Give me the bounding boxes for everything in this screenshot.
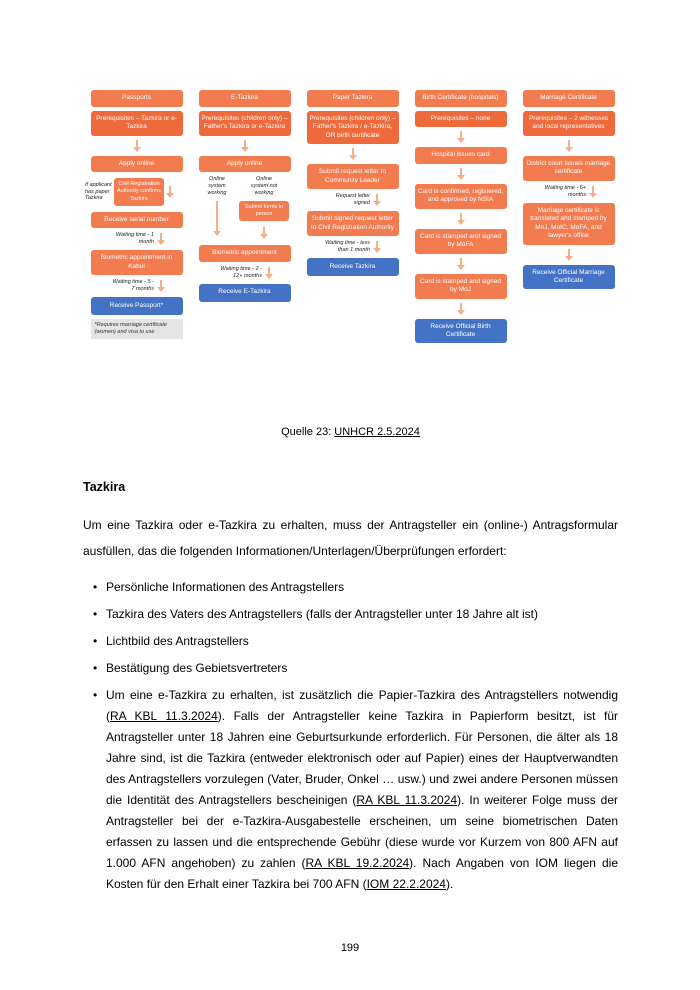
process-box: Civil Registration Authority confirms Tazkira (114, 178, 164, 205)
flow-column-paper-tazkira (301, 88, 404, 278)
process-box: Receive serial number (91, 212, 183, 228)
procedures-flowchart (85, 88, 620, 345)
waiting-time-note: Waiting time - less than 1 month (325, 240, 370, 254)
citation-link[interactable]: RA KBL 11.3.2024 (356, 793, 458, 807)
bullet-text: ). Falls der Antragsteller keine Tazkira in Papierform besitzt, ist für Antragsteller unter 18 Jahren eine Geburtsurkunde erforderlich. Für Personen, die älter als 18 Jahre sind, ist die Tazkira (entweder elektronisch oder auf Papier) eines der Hauptverwandten des Antragstellers vorzulegen (Vater, Bruder, Onkel … usw.) und zwei andere Personen müssen die Identität des Antragstellers bescheinigen ( (106, 709, 618, 807)
intro-paragraph: Um eine Tazkira oder e-Tazkira zu erhalten, muss der Antragsteller ein (online-) Antragsformular ausfüllen, das die folgenden Informationen/Unterlagen/Überprüfungen erfordert: (83, 518, 618, 558)
process-box: Apply online (199, 156, 291, 172)
process-box: Submit signed request letter to Civil Registration Authority (307, 211, 399, 236)
down-arrow-icon (589, 186, 597, 198)
down-arrow-icon (265, 267, 273, 279)
citation-link[interactable]: RA KBL 19.2.2024 (305, 856, 410, 870)
prerequisites-box: Prerequisites – 2 witnesses and local representatives (523, 111, 615, 136)
down-arrow-icon (457, 213, 465, 225)
process-box: Submit forms in person (239, 201, 289, 221)
column-header-box: Birth Certificate (hospitals) (415, 90, 507, 107)
waiting-time-note: Waiting time - 1 month (115, 232, 154, 246)
final-result-box: Receive Official Birth Certificate (415, 319, 507, 344)
down-arrow-icon (457, 131, 465, 143)
prerequisites-box: Prerequisites – none (415, 111, 507, 127)
branch-note: If applicant has paper Tazkira (85, 181, 112, 202)
process-box: Card is stamped and signed by MoJ (415, 274, 507, 299)
down-arrow-icon (565, 249, 573, 261)
bullet-item: • Tazkira des Vaters des Antragstellers (falls der Antragsteller unter 18 Jahre alt ist) (93, 601, 618, 627)
bullet-item-long (93, 685, 618, 895)
page-number: 199 (340, 942, 360, 954)
bullet-item: • Bestätigung des Gebietsvertreters (93, 655, 618, 681)
citation-link[interactable]: RA KBL 11.3.2024 (110, 709, 218, 723)
passport-footnote: *Requires marriage certificate (women) and visa to use (91, 319, 183, 339)
down-arrow-icon (157, 233, 165, 245)
down-arrow-icon (241, 140, 249, 152)
bullet-item: • Persönliche Informationen des Antragstellers (93, 574, 618, 600)
citation-link[interactable]: IOM 22.2.2024 (366, 877, 446, 891)
final-result-box: Receive Passport* (91, 297, 183, 315)
flow-column-marriage-certificate (517, 88, 620, 291)
process-box: Biometric appointment in Kabul (91, 250, 183, 275)
column-header-box: E-Tazkira (199, 90, 291, 107)
down-arrow-icon (373, 241, 381, 253)
prerequisites-box: Prerequisites – Tazkira or e-Tazkira (91, 111, 183, 136)
down-arrow-icon (157, 280, 165, 292)
flow-column-etazkira (193, 88, 296, 304)
down-arrow-icon (565, 140, 573, 152)
final-result-box: Receive Official Marriage Certificate (523, 265, 615, 290)
paper-tazkira-branch (85, 176, 174, 207)
bullet-text: Um eine e-Tazkira zu erhalten, ist zusätzlich die Papier-Tazkira des Antragstellers notwendig ( (106, 688, 618, 723)
prerequisites-box: Prerequisites (children only) – Father's Tazkira / e-Tazkira, OR birth certificate (307, 111, 399, 144)
waiting-time-note: Waiting time - 6+ months (544, 184, 586, 198)
waiting-time-note: Waiting time - 5 - 7 months (112, 279, 154, 293)
down-arrow-icon (457, 258, 465, 270)
requirements-list (83, 574, 618, 895)
process-box: Hospital issues card (415, 147, 507, 163)
bullet-text: ). In weiterer Folge muss der Antragsteller bei der e-Tazkira-Ausgabestelle erscheinen, um seine biometrischen Daten erfassen zu lassen und die entsprechende Gebühr (diese wurde vor Kurzem von 800 AFN auf 1.000 AFN angehoben) zu zahlen ( (106, 793, 619, 870)
down-arrow-icon (133, 140, 141, 152)
process-box: Biometric appointment (199, 245, 291, 261)
bullet-text: ). Nach Angaben von IOM liegen die Kosten für den Erhalt einer Tazkira bei 700 AFN ( (106, 856, 619, 891)
column-header-box: Marriage Certificate (523, 90, 615, 107)
source-prefix: Quelle 23: (281, 426, 335, 438)
flow-column-birth-certificate (409, 88, 512, 345)
prerequisites-box: Prerequisites (children only) – Father's Tazkira or e-Tazkira (199, 111, 291, 136)
final-result-box: Receive Tazkira (307, 258, 399, 276)
etazkira-branch (200, 176, 289, 241)
section-title: Tazkira (83, 480, 126, 494)
final-result-box: Receive E-Tazkira (199, 284, 291, 302)
down-arrow-icon (213, 201, 221, 236)
process-box: Apply online (91, 156, 183, 172)
figure-source (83, 426, 618, 438)
flow-column-passports (85, 88, 188, 339)
online-not-working-note: Online system not working (250, 176, 278, 197)
down-arrow-icon (260, 227, 268, 239)
waiting-time-note: Waiting time - 2 - 12+ months (220, 265, 262, 279)
process-box: Card is confirmed, registered, and approved by NSIA (415, 184, 507, 209)
source-link[interactable]: UNHCR 2.5.2024 (334, 426, 420, 438)
bullet-item: • Lichtbild des Antragstellers (93, 628, 618, 654)
down-arrow-icon (457, 168, 465, 180)
process-box: Card is stamped and signed by MoFA (415, 229, 507, 254)
process-box: Marriage certificate is translated and stamped by MoJ, MoIC, MoFA, and lawyer's office (523, 203, 615, 245)
bullet-text: ). (445, 877, 454, 891)
column-header-box: Passports (91, 90, 183, 107)
page-content (83, 426, 618, 896)
down-arrow-icon (373, 194, 381, 206)
process-box: Submit request letter to Community Leader (307, 164, 399, 189)
column-header-box: Paper Tazkira (307, 90, 399, 107)
down-arrow-icon (166, 186, 174, 198)
down-arrow-icon (457, 303, 465, 315)
down-arrow-icon (349, 148, 357, 160)
request-letter-note: Request letter signed (335, 193, 370, 207)
online-working-note: Online system working (207, 176, 227, 197)
process-box: District court issues marriage certificate (523, 156, 615, 181)
